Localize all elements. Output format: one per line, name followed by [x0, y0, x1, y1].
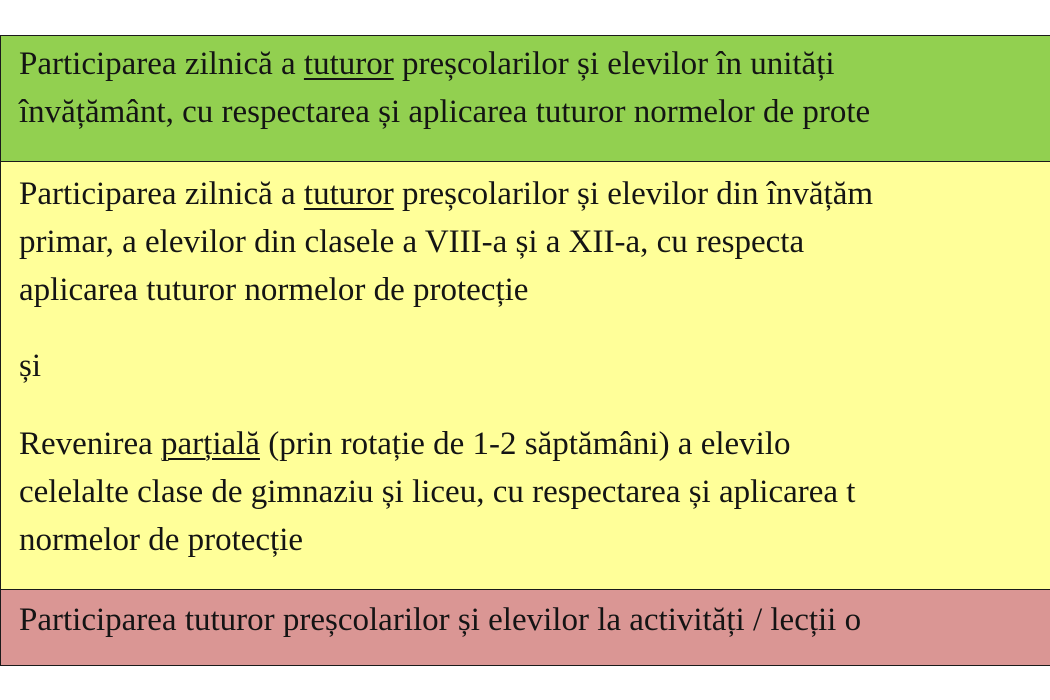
underlined-text: tuturor: [303, 46, 394, 82]
text-segment: Participarea tuturor preșcolarilor și elevilor la activități / lecții o: [19, 602, 862, 638]
text-segment: primar, a elevilor din clasele a VIII-a și a XII-a, cu respecta: [19, 224, 805, 260]
text-segment: și: [19, 348, 42, 384]
text-segment: Revenirea: [19, 426, 162, 462]
text-line: [19, 424, 791, 464]
text-segment: Participarea zilnică a: [19, 46, 304, 82]
text-line: [19, 270, 528, 310]
text-line: [19, 92, 870, 132]
text-segment: învățământ, cu respectarea și aplicarea tuturor normelor de prote: [19, 94, 871, 130]
text-line: [19, 222, 804, 262]
scenario-row-yellow: [0, 162, 1050, 590]
text-segment: (prin rotație de 1-2 săptămâni) a elevilo: [259, 426, 791, 462]
underlined-text: tuturor: [303, 176, 394, 212]
text-line: [19, 44, 835, 84]
text-segment: preșcolarilor și elevilor din învățăm: [393, 176, 874, 212]
scenario-table: [0, 35, 1050, 666]
scenario-row-red: [0, 590, 1050, 666]
text-segment: preșcolarilor și elevilor în unități: [393, 46, 835, 82]
text-segment: normelor de protecție: [19, 522, 304, 558]
text-line: [19, 600, 861, 640]
text-line: [19, 174, 873, 214]
text-line: [19, 520, 303, 560]
underlined-text: parțială: [161, 426, 260, 462]
scenario-row-green: [0, 36, 1050, 162]
text-segment: celelalte clase de gimnaziu și liceu, cu respectarea și aplicarea t: [19, 474, 856, 510]
text-segment: Participarea zilnică a: [19, 176, 304, 212]
text-line: [19, 472, 855, 512]
text-segment: aplicarea tuturor normelor de protecție: [19, 272, 529, 308]
text-line: [19, 346, 41, 386]
